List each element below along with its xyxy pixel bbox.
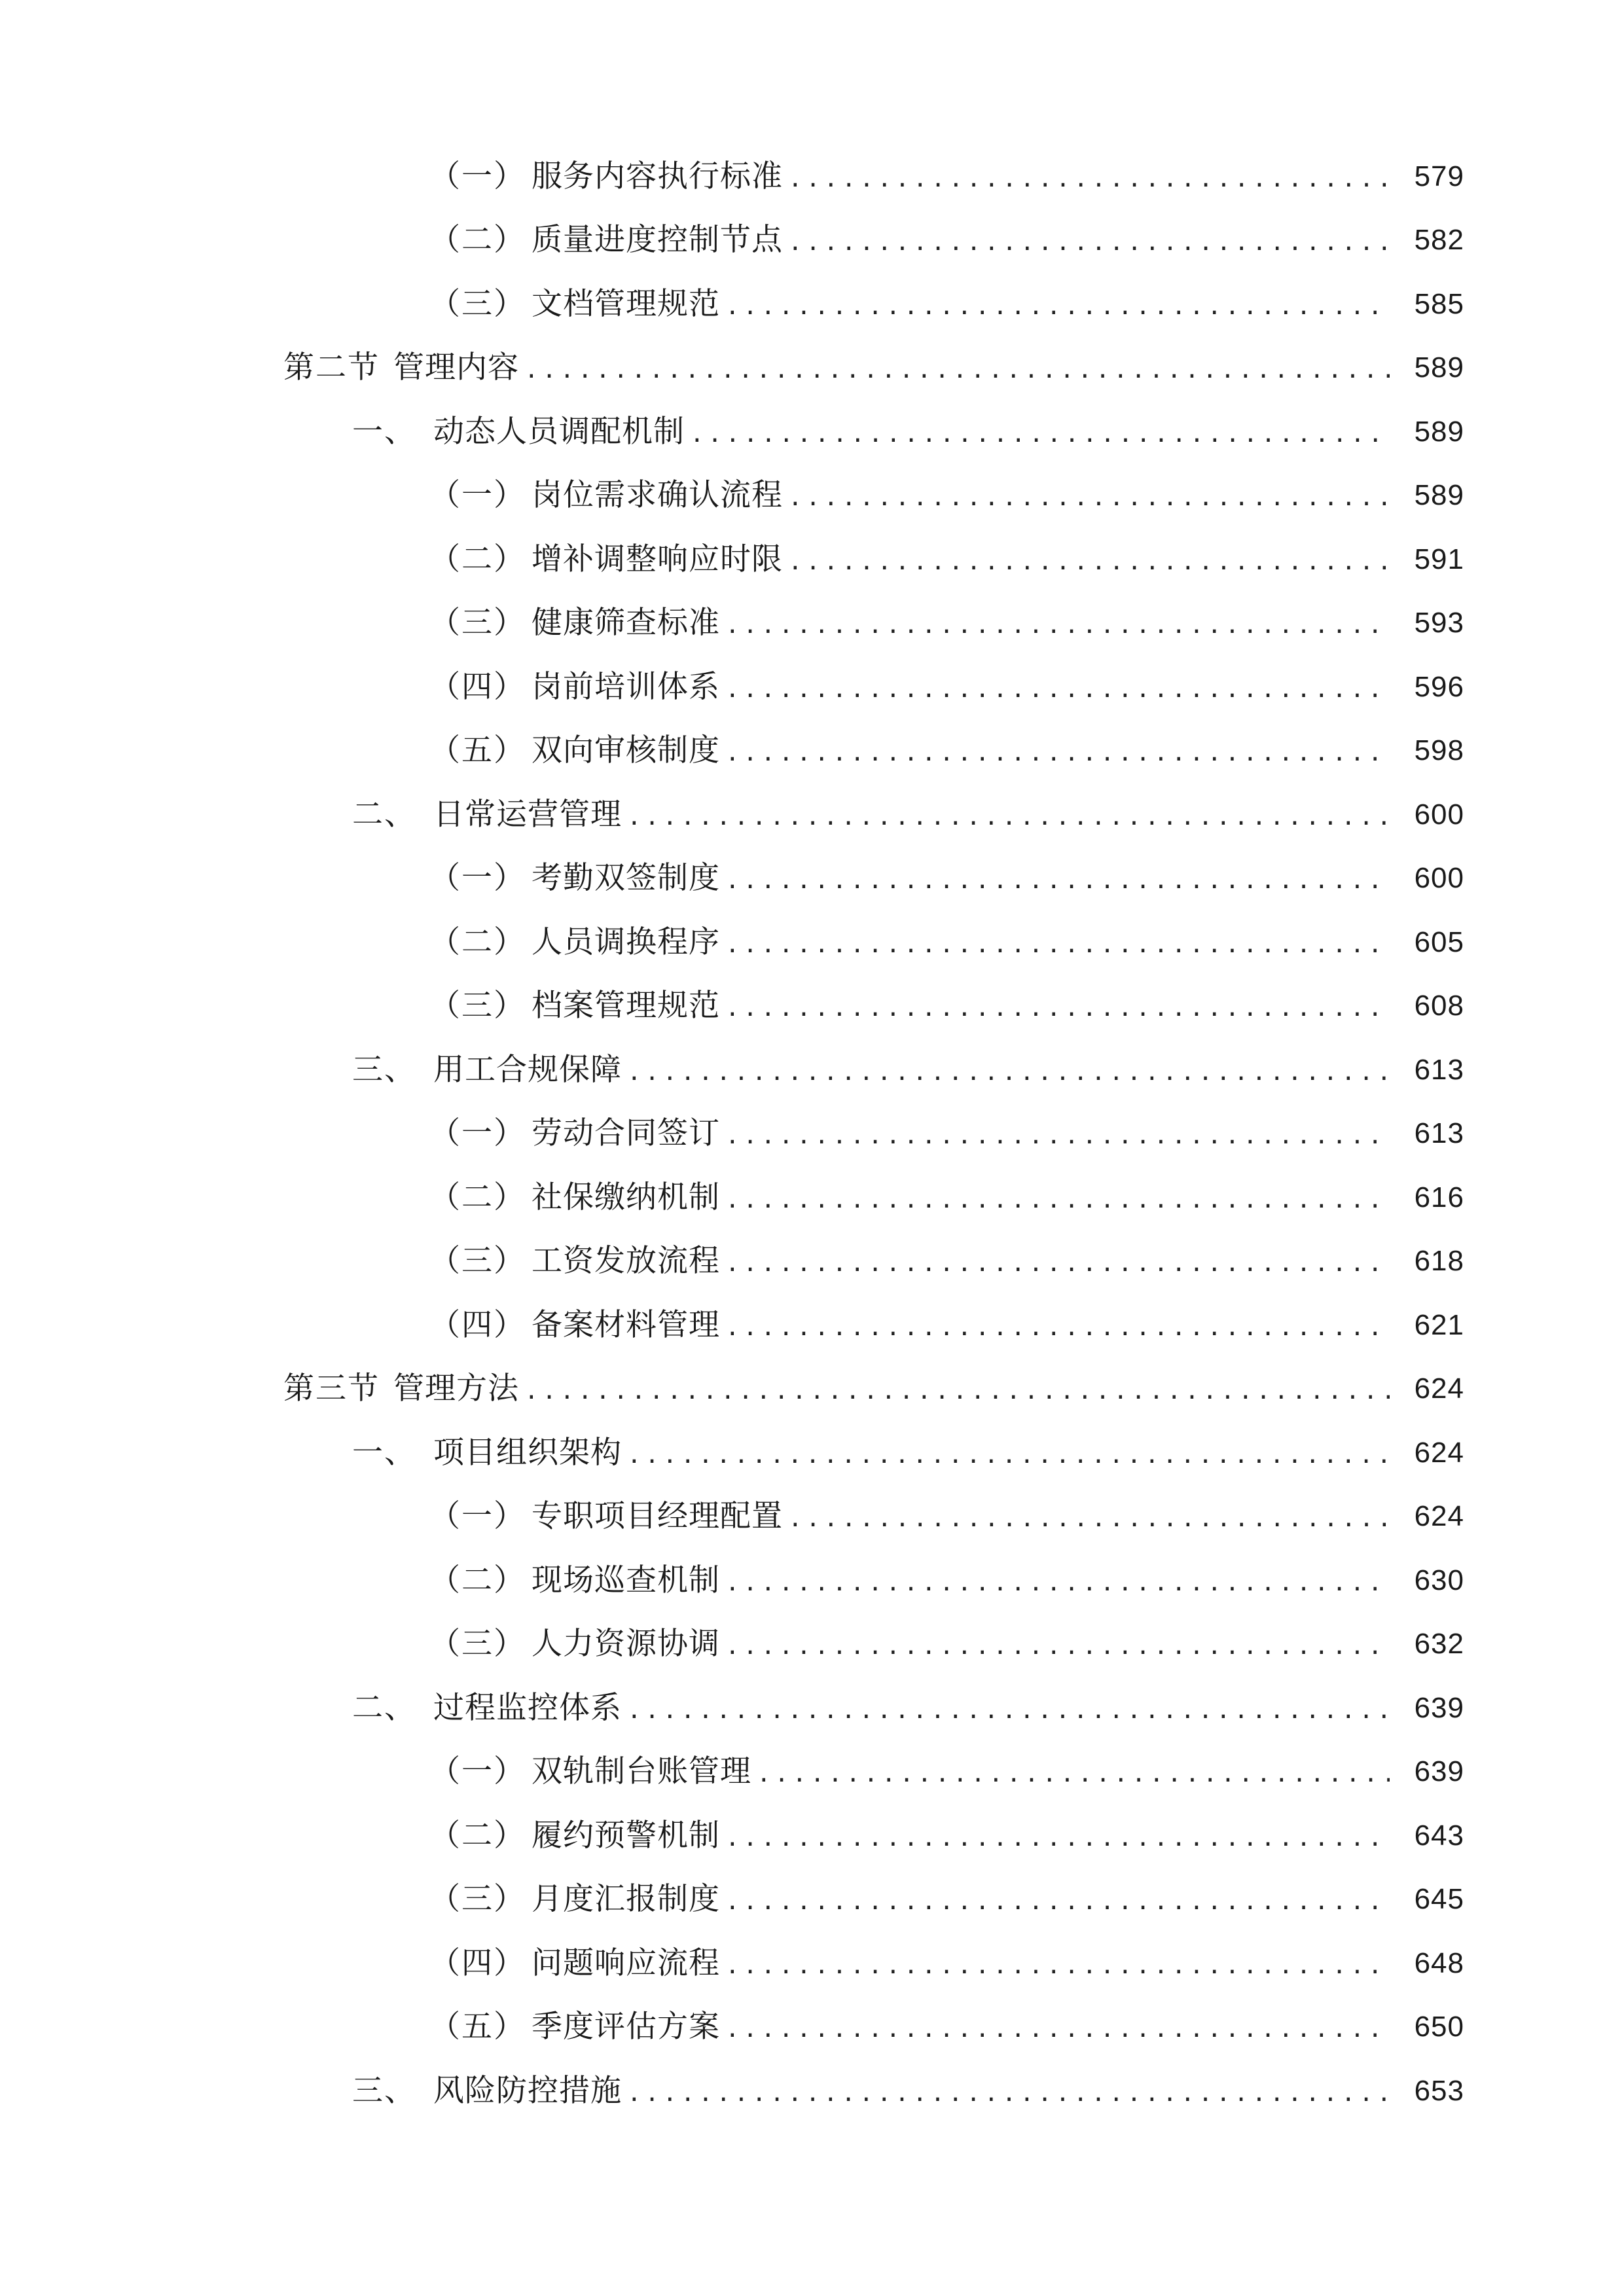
toc-entry-number: （四）: [429, 668, 526, 705]
toc-page-number: 605: [1414, 925, 1464, 958]
toc-entry-number: （一）: [429, 1498, 526, 1535]
toc-entry-heading: [429, 1114, 720, 1153]
toc-entry[interactable]: [0, 528, 1624, 592]
toc-dot-leader: [725, 1819, 1390, 1858]
toc-dot-leader: [725, 734, 1390, 773]
toc-page-number: 645: [1414, 1883, 1464, 1916]
toc-page-number: 598: [1414, 734, 1464, 767]
toc-entry-heading: [352, 1433, 622, 1473]
toc-entry-heading: [352, 412, 685, 452]
toc-page-number: 653: [1414, 2074, 1464, 2107]
toc-entry-title: 增补调整响应时限: [532, 541, 783, 577]
toc-page-number: 579: [1414, 160, 1464, 192]
toc-entry-heading: [429, 1752, 751, 1791]
toc-entry-heading: [429, 1880, 720, 1919]
toc-dot-leader: [788, 543, 1390, 582]
toc-entry-heading: [283, 1369, 519, 1408]
toc-page-number: 600: [1414, 798, 1464, 831]
toc-entry-number: （三）: [429, 605, 526, 641]
toc-page-number: 593: [1414, 607, 1464, 639]
toc-entry-heading: [429, 1944, 720, 1983]
toc-page-number: 596: [1414, 670, 1464, 703]
toc-entry-title: 人员调换程序: [532, 924, 720, 960]
toc-entry-heading: [429, 285, 720, 324]
toc-dot-leader: [788, 160, 1390, 199]
toc-entry-title: 动态人员调配机制: [433, 413, 685, 450]
toc-entry[interactable]: [0, 1230, 1624, 1294]
toc-entry-title: 健康筛查标准: [532, 605, 720, 641]
toc-entry[interactable]: [0, 655, 1624, 719]
toc-entry-number: （三）: [429, 1243, 526, 1280]
toc-entry-heading: [429, 986, 720, 1026]
toc-dot-leader: [788, 478, 1390, 518]
toc-entry-title: 履约预警机制: [532, 1817, 720, 1854]
toc-entry-number: 三、: [352, 2072, 416, 2109]
toc-dot-leader: [627, 1691, 1390, 1731]
toc-entry-heading: [429, 1306, 720, 1345]
toc-dot-leader: [757, 1755, 1390, 1794]
toc-entry-number: 第三节: [283, 1371, 380, 1407]
toc-page-number: 648: [1414, 1946, 1464, 1979]
toc-entry-number: （四）: [429, 1306, 526, 1343]
toc-page-number: 608: [1414, 990, 1464, 1022]
toc-dot-leader: [627, 2074, 1390, 2113]
toc-entry-title: 双轨制台账管理: [532, 1753, 751, 1790]
toc-entry-title: 日常运营管理: [433, 796, 622, 833]
toc-dot-leader: [725, 2010, 1390, 2049]
toc-entry-number: （一）: [429, 477, 526, 514]
toc-entry[interactable]: [0, 975, 1624, 1039]
toc-entry-heading: [429, 540, 783, 579]
toc-entry[interactable]: [0, 1996, 1624, 2060]
toc-entry-title: 季度评估方案: [532, 2009, 720, 2045]
toc-entry-heading: [429, 1624, 720, 1664]
toc-entry-title: 风险防控措施: [433, 2072, 622, 2109]
toc-entry[interactable]: [0, 1102, 1624, 1166]
toc-entry[interactable]: [0, 1485, 1624, 1549]
toc-entry-title: 备案材料管理: [532, 1306, 720, 1343]
toc-entry-heading: [429, 668, 720, 707]
toc-entry-title: 劳动合同签订: [532, 1115, 720, 1152]
toc-entry-number: （一）: [429, 1753, 526, 1790]
toc-entry-heading: [352, 1050, 622, 1090]
toc-entry[interactable]: [0, 910, 1624, 975]
toc-dot-leader: [725, 1181, 1390, 1220]
toc-entry[interactable]: [0, 1549, 1624, 1613]
toc-dot-leader: [725, 1564, 1390, 1603]
toc-entry-heading: [429, 157, 783, 196]
toc-page-number: 600: [1414, 862, 1464, 895]
toc-dot-leader: [725, 606, 1390, 645]
toc-entry[interactable]: [0, 847, 1624, 911]
toc-page-number: 585: [1414, 287, 1464, 320]
toc-entry-heading: [429, 1497, 783, 1536]
table-of-contents: [0, 145, 1624, 2123]
toc-entry-title: 现场巡查机制: [532, 1562, 720, 1598]
toc-entry-heading: [429, 1178, 720, 1217]
toc-entry-number: 三、: [352, 1051, 416, 1088]
toc-entry-number: （一）: [429, 1115, 526, 1152]
toc-dot-leader: [524, 1372, 1390, 1411]
toc-dot-leader: [725, 1882, 1390, 1922]
toc-entry[interactable]: [0, 1804, 1624, 1868]
toc-entry[interactable]: [0, 1676, 1624, 1740]
toc-dot-leader: [627, 798, 1390, 837]
toc-page-number: 621: [1414, 1308, 1464, 1341]
toc-entry-title: 人力资源协调: [532, 1626, 720, 1662]
toc-entry-number: （二）: [429, 1179, 526, 1215]
toc-entry-heading: [352, 2072, 622, 2111]
toc-page-number: 639: [1414, 1691, 1464, 1724]
toc-dot-leader: [725, 861, 1390, 901]
toc-page-number: 624: [1414, 1436, 1464, 1469]
toc-entry[interactable]: [0, 1166, 1624, 1230]
toc-entry[interactable]: [0, 145, 1624, 209]
toc-entry-title: 考勤双签制度: [532, 860, 720, 897]
toc-dot-leader: [725, 1946, 1390, 1986]
toc-entry-heading: [429, 731, 720, 770]
toc-entry-title: 管理方法: [393, 1371, 519, 1407]
toc-entry-title: 档案管理规范: [532, 988, 720, 1024]
toc-entry-title: 用工合规保障: [433, 1051, 622, 1088]
toc-entry-heading: [429, 603, 720, 643]
toc-entry-heading: [429, 476, 783, 515]
toc-entry-heading: [429, 2007, 720, 2047]
toc-entry[interactable]: [0, 1931, 1624, 1996]
toc-entry-heading: [352, 795, 622, 834]
toc-entry-title: 专职项目经理配置: [532, 1498, 783, 1535]
toc-entry-heading: [429, 221, 783, 260]
toc-entry-title: 社保缴纳机制: [532, 1179, 720, 1215]
toc-entry-number: （一）: [429, 158, 526, 194]
toc-entry[interactable]: [0, 719, 1624, 783]
toc-page-number: 589: [1414, 479, 1464, 512]
toc-page-number: 582: [1414, 224, 1464, 257]
toc-entry[interactable]: [0, 1868, 1624, 1932]
toc-dot-leader: [725, 925, 1390, 965]
toc-dot-leader: [788, 223, 1390, 262]
toc-entry[interactable]: [0, 1740, 1624, 1804]
toc-entry-number: 第二节: [283, 350, 380, 386]
toc-entry-heading: [429, 859, 720, 898]
toc-entry-title: 问题响应流程: [532, 1945, 720, 1981]
toc-entry-number: （三）: [429, 285, 526, 322]
toc-entry-title: 服务内容执行标准: [532, 158, 783, 194]
toc-dot-leader: [725, 1244, 1390, 1283]
toc-entry-heading: [283, 348, 519, 387]
toc-page-number: 589: [1414, 351, 1464, 384]
toc-entry[interactable]: [0, 1421, 1624, 1485]
toc-entry-number: 一、: [352, 1434, 416, 1471]
toc-entry[interactable]: [0, 1613, 1624, 1677]
toc-entry[interactable]: [0, 783, 1624, 847]
toc-page-number: 630: [1414, 1564, 1464, 1596]
toc-page-number: 618: [1414, 1245, 1464, 1278]
toc-page-number: 624: [1414, 1500, 1464, 1533]
toc-entry-title: 文档管理规范: [532, 285, 720, 322]
toc-entry-title: 质量进度控制节点: [532, 222, 783, 259]
toc-entry-heading: [429, 1242, 720, 1281]
toc-dot-leader: [725, 670, 1390, 709]
toc-entry-number: 二、: [352, 796, 416, 833]
toc-entry-number: （三）: [429, 988, 526, 1024]
toc-page-number: 589: [1414, 415, 1464, 448]
toc-page-number: 632: [1414, 1628, 1464, 1660]
toc-dot-leader: [725, 1117, 1390, 1156]
toc-dot-leader: [627, 1436, 1390, 1475]
toc-entry-number: （一）: [429, 860, 526, 897]
toc-page-number: 624: [1414, 1372, 1464, 1405]
toc-dot-leader: [725, 1627, 1390, 1666]
toc-entry-number: （四）: [429, 1945, 526, 1981]
toc-entry-heading: [429, 1816, 720, 1856]
toc-dot-leader: [627, 1053, 1390, 1092]
toc-entry[interactable]: [0, 592, 1624, 656]
toc-entry[interactable]: [0, 400, 1624, 464]
toc-entry[interactable]: [0, 272, 1624, 336]
toc-page-number: 650: [1414, 2011, 1464, 2043]
toc-entry-heading: [352, 1689, 622, 1728]
toc-entry-number: （三）: [429, 1626, 526, 1662]
toc-entry-number: （二）: [429, 924, 526, 960]
toc-page-number: 613: [1414, 1053, 1464, 1086]
toc-entry-title: 双向审核制度: [532, 732, 720, 769]
toc-page-number: 639: [1414, 1755, 1464, 1788]
toc-entry[interactable]: [0, 464, 1624, 528]
toc-entry-title: 岗位需求确认流程: [532, 477, 783, 514]
toc-entry-title: 管理内容: [393, 350, 519, 386]
toc-entry-number: （二）: [429, 1562, 526, 1598]
toc-dot-leader: [524, 351, 1390, 390]
toc-page-number: 591: [1414, 543, 1464, 575]
toc-entry[interactable]: [0, 336, 1624, 401]
toc-entry-number: （五）: [429, 2009, 526, 2045]
toc-entry-title: 工资发放流程: [532, 1243, 720, 1280]
toc-entry-number: 一、: [352, 413, 416, 450]
toc-dot-leader: [690, 415, 1390, 454]
toc-entry[interactable]: [0, 1038, 1624, 1102]
toc-entry-number: （二）: [429, 541, 526, 577]
toc-entry-title: 月度汇报制度: [532, 1881, 720, 1918]
toc-entry-number: （二）: [429, 222, 526, 259]
toc-entry-heading: [429, 1561, 720, 1600]
toc-dot-leader: [725, 1308, 1390, 1348]
toc-page-number: 643: [1414, 1819, 1464, 1852]
toc-entry-number: （三）: [429, 1881, 526, 1918]
toc-entry[interactable]: [0, 2059, 1624, 2123]
toc-entry-number: （五）: [429, 732, 526, 769]
toc-entry-number: （二）: [429, 1817, 526, 1854]
toc-entry[interactable]: [0, 1293, 1624, 1357]
toc-entry-title: 项目组织架构: [433, 1434, 622, 1471]
toc-page-number: 616: [1414, 1181, 1464, 1213]
toc-entry[interactable]: [0, 209, 1624, 273]
toc-dot-leader: [788, 1499, 1390, 1539]
toc-page-number: 613: [1414, 1117, 1464, 1150]
toc-entry-title: 岗前培训体系: [532, 668, 720, 705]
toc-dot-leader: [725, 287, 1390, 327]
toc-dot-leader: [725, 989, 1390, 1028]
toc-entry-heading: [429, 923, 720, 962]
toc-entry-title: 过程监控体系: [433, 1689, 622, 1726]
toc-entry-number: 二、: [352, 1689, 416, 1726]
toc-entry[interactable]: [0, 1357, 1624, 1422]
